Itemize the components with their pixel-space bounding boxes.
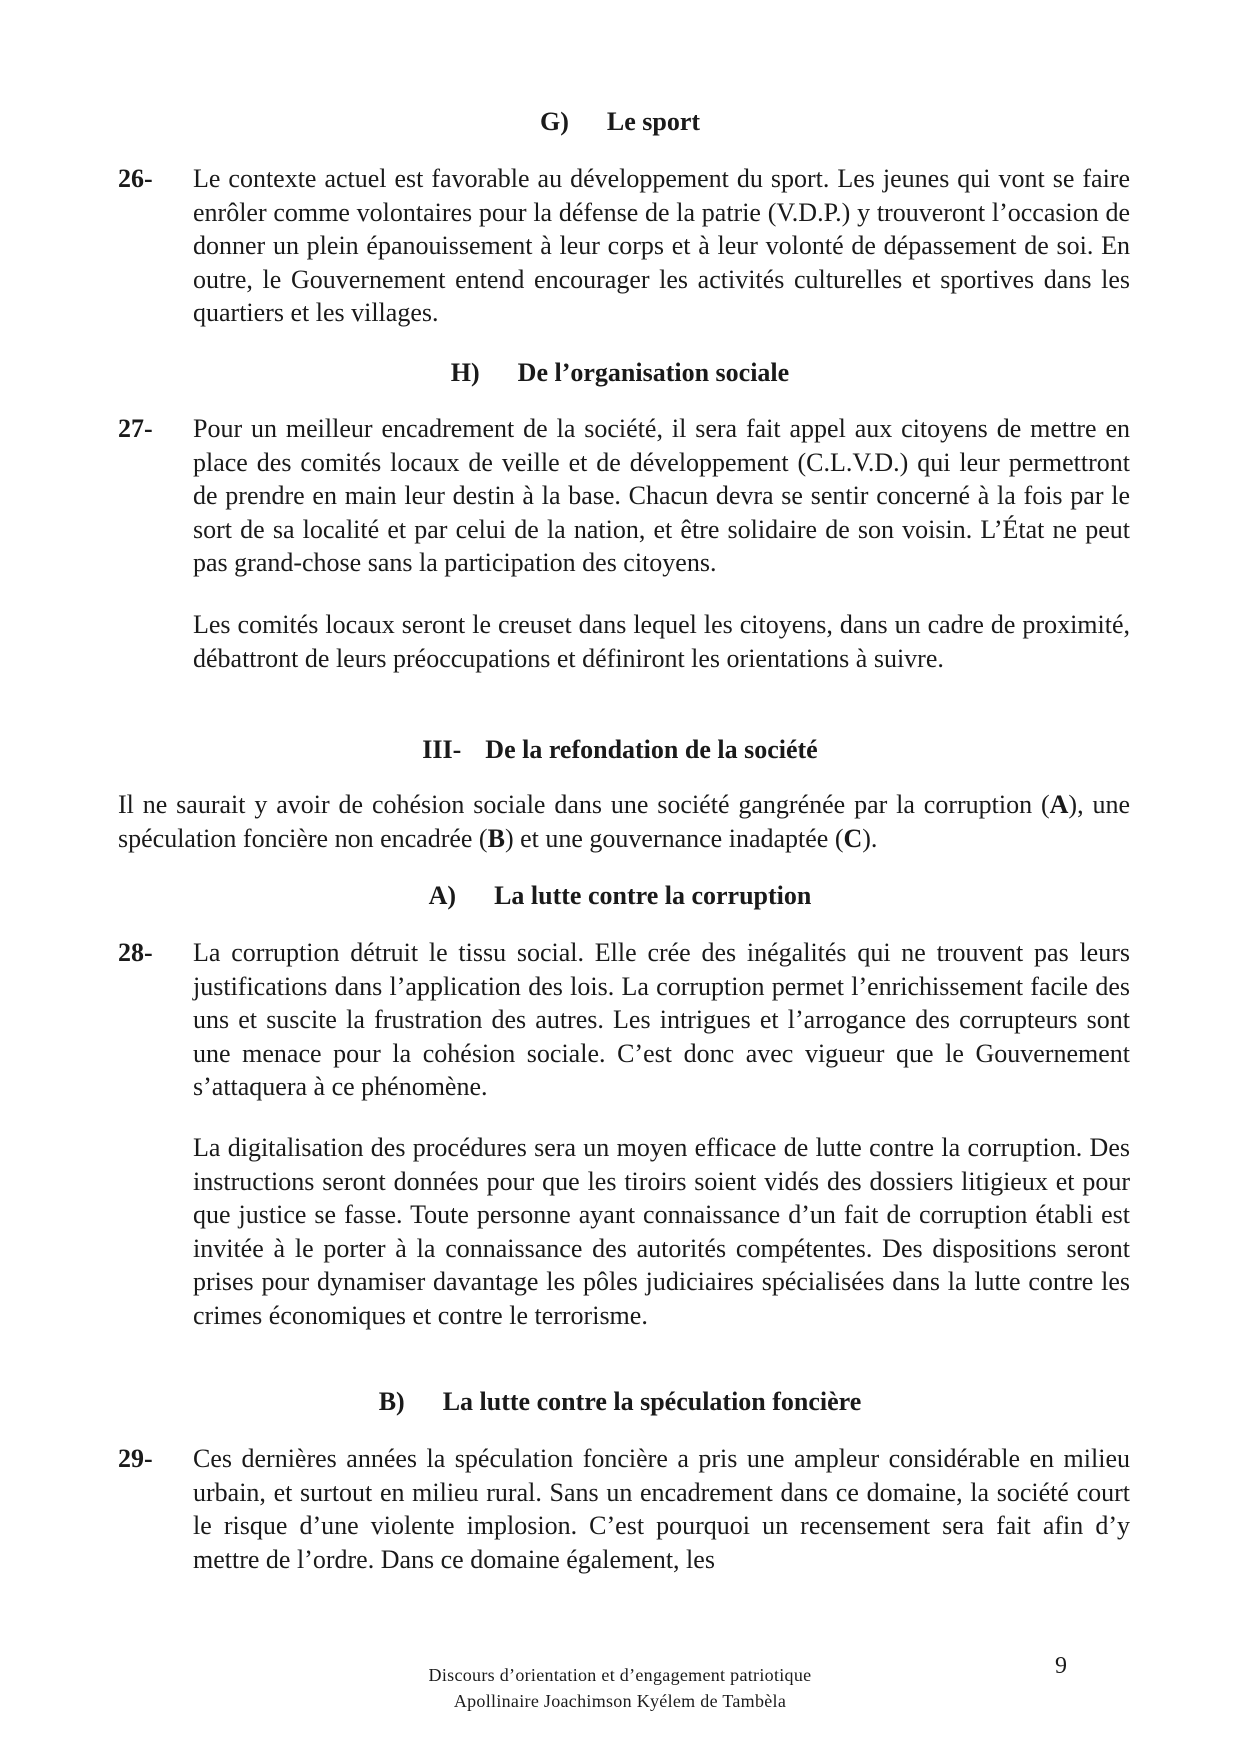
paragraph-26: Le contexte actuel est favorable au développement du sport. Les jeunes qui vont se faire enrôler comme volontaires pour la défense de la patrie (V.D.P.) y trouveront l’occasion de donner un plein épanouissement à leur corps et à leur volonté de dépassement de soi. En outre, le Gouvernement entend encourager les activités culturelles et sportives dans les quartiers et les villages. <box>193 164 1130 327</box>
section-title: La lutte contre la spéculation foncière <box>442 1387 862 1416</box>
section-label: G) <box>539 107 569 136</box>
footer-author: Apollinaire Joachimson Kyélem de Tambèla <box>453 1691 787 1711</box>
section-heading-g <box>0 106 1240 138</box>
intro-key: C <box>843 823 863 853</box>
paragraph-28: La corruption détruit le tissu social. Elle crée des inégalités qui ne trouvent pas leurs justifications dans l’application des lois. La corruption permet l’enrichissement facile des uns et suscite la frustration des autres. Les intrigues et l’arrogance des corrupteurs sont une menace pour la cohésion sociale. C’est donc avec vigueur que le Gouvernement s’attaquera à ce phénomène. <box>193 938 1130 1101</box>
section-heading-h <box>0 357 1240 389</box>
section-label: III- <box>422 735 462 764</box>
section-title: Le sport <box>606 107 701 136</box>
section-title: De l’organisation sociale <box>517 358 790 387</box>
section-heading-b <box>0 1386 1240 1418</box>
paragraph-number: 27- <box>118 414 153 443</box>
intro-text: ). <box>862 823 878 853</box>
intro-text: Il ne saurait y avoir de cohésion sociale dans une société gangrénée par la corruption ( <box>118 790 1050 819</box>
section-label: H) <box>450 358 480 387</box>
section-intro <box>118 788 1130 855</box>
paragraph-number: 26- <box>118 164 153 193</box>
paragraph-number: 29- <box>118 1444 153 1473</box>
paragraph-27: Pour un meilleur encadrement de la société, il sera fait appel aux citoyens de mettre en place des comités locaux de veille et de développement (C.L.V.D.) qui leur permettront de prendre en main leur destin à la base. Chacun devra se sentir concerné à la fois par le sort de sa localité et par celui de la nation, et être solidaire de son voisin. L’État ne peut pas grand-chose sans la participation des citoyens. <box>193 414 1130 577</box>
footer-title: Discours d’orientation et d’engagement patriotique <box>428 1665 812 1685</box>
section-label: A) <box>428 881 457 910</box>
section-label: B) <box>378 1387 405 1416</box>
paragraph-27-continued: Les comités locaux seront le creuset dans lequel les citoyens, dans un cadre de proximité, débattront de leurs préoccupations et définiront les orientations à suivre. <box>193 610 1130 673</box>
page-number: 9 <box>1055 1653 1067 1679</box>
intro-text: ), une spéculation foncière non encadrée ( <box>118 790 1131 853</box>
section-heading-iii <box>0 734 1240 766</box>
paragraph-28-continued: La digitalisation des procédures sera un moyen efficace de lutte contre la corruption. Des instructions seront données pour que les tiroirs soient vidés des dossiers litigieux et pour que justice se fasse. Toute personne ayant connaissance d’un fait de corruption établi est invitée à le porter à la connaissance des autorités compétentes. Des dispositions seront prises pour dynamiser davantage les pôles judiciaires spécialisées dans la lutte contre les crimes économiques et contre le terrorisme. <box>193 1133 1130 1330</box>
section-title: La lutte contre la corruption <box>494 881 812 910</box>
intro-text: ) et une gouvernance inadaptée ( <box>504 823 844 853</box>
intro-key: B <box>487 823 505 853</box>
paragraph-29: Ces dernières années la spéculation foncière a pris une ampleur considérable en milieu urbain, et surtout en milieu rural. Sans un encadrement dans ce domaine, la société court le risque d’une violente implosion. C’est pourquoi un recensement sera fait afin d’y mettre de l’ordre. Dans ce domaine également, les <box>193 1444 1130 1574</box>
section-heading-a <box>0 880 1240 912</box>
intro-key: A <box>1049 790 1069 819</box>
section-title: De la refondation de la société <box>485 735 818 764</box>
paragraph-number: 28- <box>118 938 153 967</box>
